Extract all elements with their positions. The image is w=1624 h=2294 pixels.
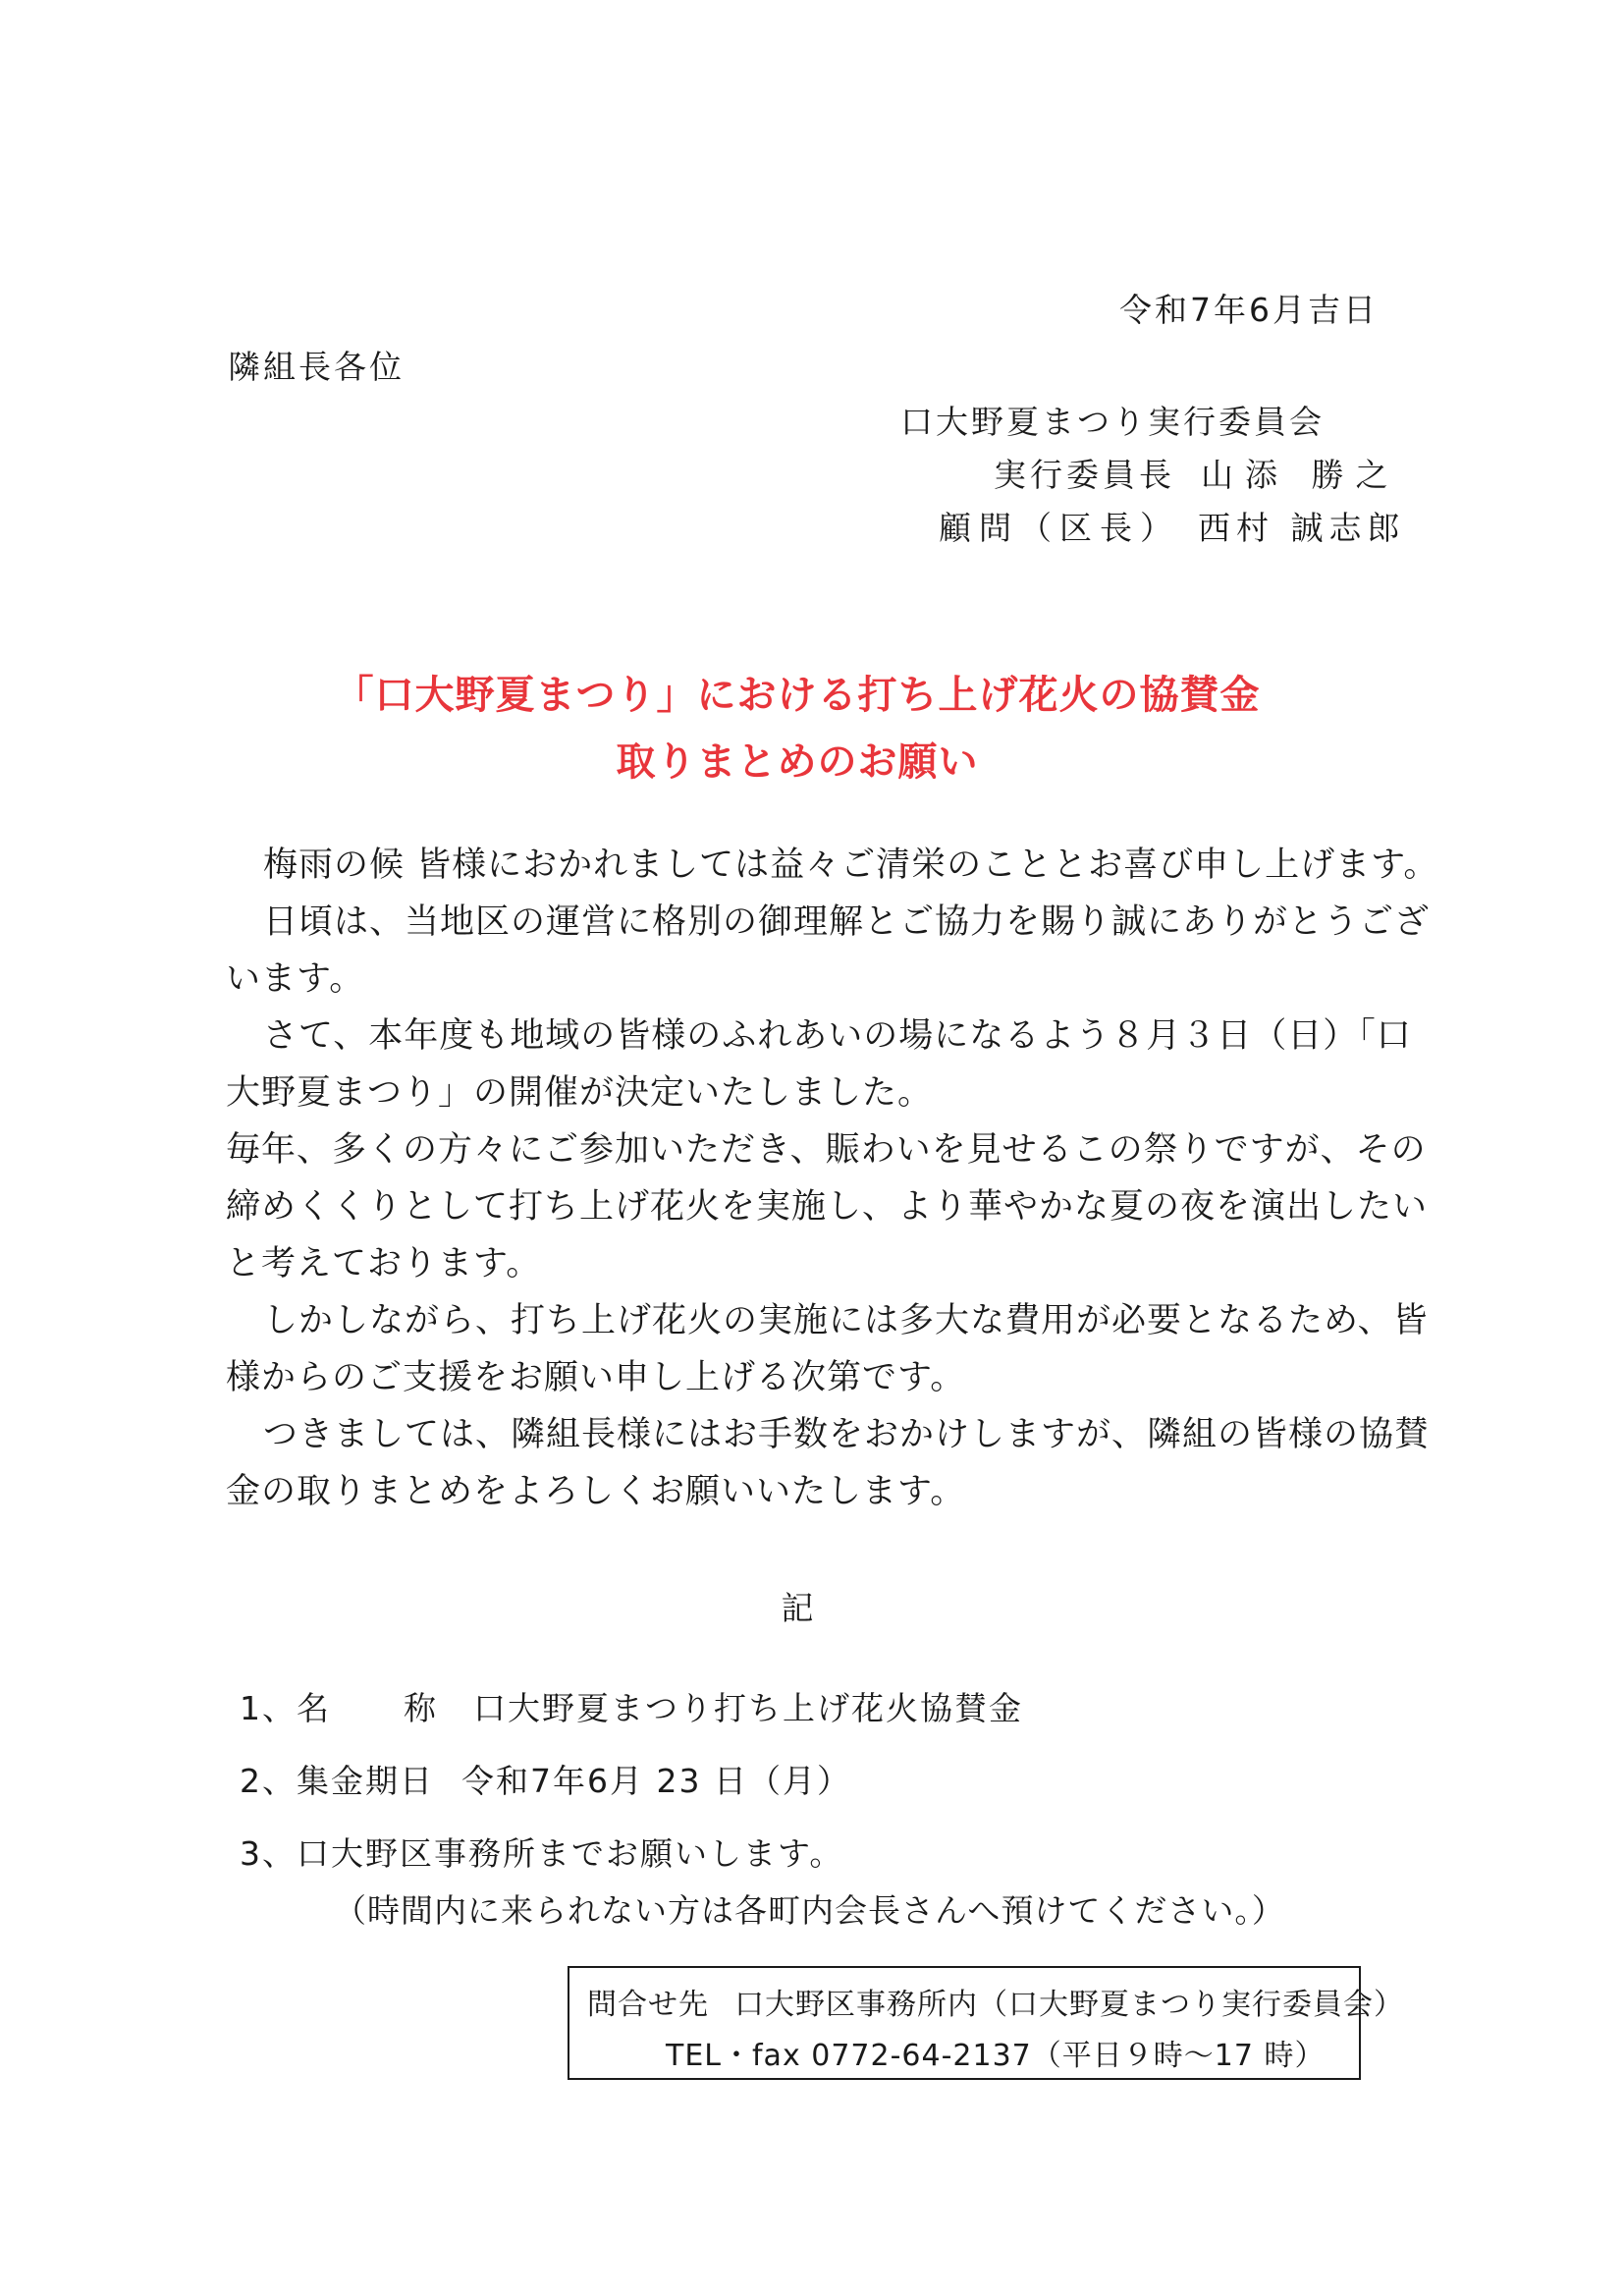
contact-phone: TEL・fax 0772-64-2137（平日９時～17 時） xyxy=(666,2039,1326,2073)
paragraph-greeting: 梅雨の候 皆様におかれましては益々ご清栄のこととお喜び申し上げます。 xyxy=(263,846,1439,885)
item-name xyxy=(240,1683,1023,1729)
contact-box xyxy=(568,1966,1404,2080)
item-name-label-b: 称 xyxy=(404,1689,438,1727)
item-collection-date-value: 令和7年6月 23 日（月） xyxy=(461,1762,851,1800)
sender-chair xyxy=(994,450,1400,496)
document-title-line2: 取りまとめのお願い xyxy=(616,739,979,785)
contact-line xyxy=(587,1980,1404,2023)
paragraph-thanks: 日頃は、当地区の運営に格別の御理解とご協力を賜り誠にありがとうございます。 xyxy=(226,902,1431,999)
ki-heading: 記 xyxy=(781,1589,814,1627)
document-title-line1: 「口大野夏まつり」における打ち上げ花火の協賛金 xyxy=(334,673,1261,718)
item-collection-date-label: 2、集金期日 xyxy=(240,1762,434,1800)
sender-advisor xyxy=(939,503,1406,549)
document-date: 令和7年6月吉日 xyxy=(1119,291,1379,329)
advisor-title: 顧問（区長） xyxy=(939,509,1180,547)
chair-title: 実行委員長 xyxy=(994,456,1175,494)
paragraph-fireworks: 毎年、多くの方々にご参加いただき、賑わいを見せるこの祭りですが、その締めくくりとして打ち上げ花火を実施し、より華やかな夏の夜を演出したいと考えております。 xyxy=(226,1130,1429,1284)
item-submission-note: （時間内に来られない方は各町内会長さんへ預けてください。） xyxy=(334,1891,1285,1930)
item-name-label-a: 1、名 xyxy=(240,1689,331,1727)
letter-body xyxy=(226,837,1443,1520)
chair-name: 山添 勝之 xyxy=(1201,456,1400,494)
sender-organization: 口大野夏まつり実行委員会 xyxy=(900,403,1325,441)
item-name-value: 口大野夏まつり打ち上げ花火協賛金 xyxy=(473,1689,1023,1727)
contact-value: 口大野区事務所内（口大野夏まつり実行委員会） xyxy=(734,1988,1404,2022)
contact-label: 問合せ先 xyxy=(587,1988,709,2022)
paragraph-cost: しかしながら、打ち上げ花火の実施には多大な費用が必要となるため、皆様からのご支援をお願い申し上げる次第です。 xyxy=(226,1301,1429,1397)
item-collection-date xyxy=(240,1756,851,1802)
paragraph-announcement: さて、本年度も地域の皆様のふれあいの場になるよう８月３日（日）「口大野夏まつり」の開催が決定いたしました。 xyxy=(226,1016,1412,1113)
addressee: 隣組長各位 xyxy=(228,348,405,386)
advisor-name: 西村 誠志郎 xyxy=(1198,509,1406,547)
paragraph-request: つきましては、隣組長様にはお手数をおかけしますが、隣組の皆様の協賛金の取りまとめをよろしくお願いいたします。 xyxy=(226,1415,1431,1511)
item-submission: 3、口大野区事務所までお願いします。 xyxy=(240,1834,844,1873)
